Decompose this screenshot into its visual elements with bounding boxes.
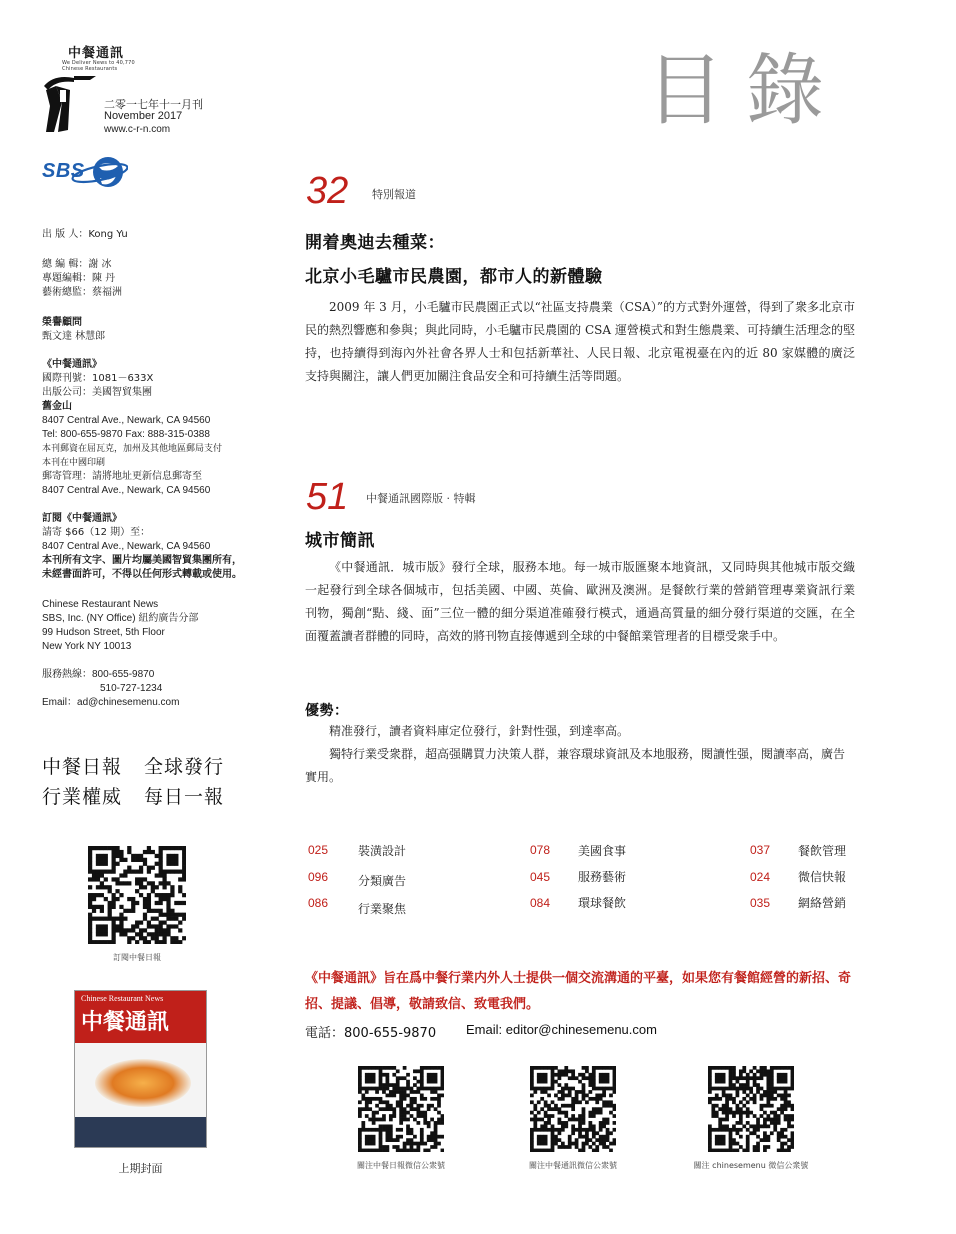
- category-name[interactable]: 微信快報: [798, 870, 847, 884]
- category-name[interactable]: 裝潢設計: [358, 844, 407, 858]
- qr-caption: 關注中餐日報微信公衆號: [357, 1161, 445, 1170]
- slogan-text: 行業權威: [42, 786, 123, 808]
- issue-date-cn: 二零一七年十一月刊: [104, 99, 203, 111]
- masthead-subscription: [42, 512, 242, 582]
- feature-editor-line: 專題編輯：陳 丹: [42, 273, 116, 284]
- hq-city: 舊金山: [42, 401, 72, 412]
- subscribe-price: 請寄 $66（12 期）至：: [42, 527, 151, 538]
- waiter-logo-icon: [40, 72, 100, 136]
- feature-body: 2009 年 3 月，小毛驢市民農園正式以“社區支持農業（CSA）”的方式對外運營，得到了衆多北京市民的熱烈響應和參與；與此同時，小毛驢市民農園的 CSA 運營模式和對生態農業、可持續生活理念的堅持，也持續得到海內外社會各界人士和包括新華社、人民日報、北京電視臺在內的近 80 家媒體的廣泛支持與關注，讓人們更加關注食品安全和可持續生活等問題。: [305, 300, 855, 383]
- slogan-text: 中餐日報: [42, 756, 123, 778]
- city-headline[interactable]: 城市簡訊: [305, 531, 375, 551]
- masthead-staff: [42, 228, 128, 242]
- logo-subtitle: We Deliver News to 40,770: [62, 60, 135, 66]
- publisher-line: 出 版 人：Kong Yu: [42, 229, 128, 240]
- advantage-item: 精准發行，讀者資料庫定位發行，針對性强，到達率高。: [329, 724, 630, 738]
- publication-logo: [40, 42, 230, 142]
- masthead-editors: [42, 258, 122, 300]
- qr-caption: 關注中餐通訊微信公衆號: [529, 1161, 617, 1170]
- feature-headline[interactable]: 開着奧迪去種菜：: [305, 233, 445, 253]
- category-name[interactable]: 餐飲管理: [798, 844, 847, 858]
- category-page-code[interactable]: 045: [530, 870, 551, 884]
- category-page-code[interactable]: 084: [530, 896, 551, 910]
- website-link[interactable]: www.c-r-n.com: [104, 124, 171, 135]
- category-name[interactable]: 環球餐飲: [578, 896, 627, 910]
- cover-caption: 上期封面: [118, 1162, 163, 1175]
- pub-name: 《中餐通訊》: [42, 359, 102, 370]
- contact-message: 《中餐通訊》旨在爲中餐行業内外人士提供一個交流溝通的平臺，如果您有餐館經營的新招、奇招、提議、倡導，敬請致信、致電我們。: [305, 971, 852, 1012]
- cover-title-cn: 中餐通訊: [81, 1009, 170, 1035]
- address-line: 8407 Central Ave., Newark, CA 94560: [42, 485, 211, 496]
- masthead-hotline: [42, 668, 179, 710]
- cover-title-en: Chinese Restaurant News: [81, 994, 164, 1003]
- ny-address-line: New York NY 10013: [42, 641, 132, 652]
- category-name[interactable]: 網絡營銷: [798, 896, 847, 910]
- advisors-names: 甄文達 林慧郎: [42, 331, 106, 342]
- ny-address-line: 99 Hudson Street, 5th Floor: [42, 627, 165, 638]
- address-line: 8407 Central Ave., Newark, CA 94560: [42, 541, 211, 552]
- publisher-company-line: 出版公司：美國智貿集團: [42, 387, 152, 398]
- masthead-ny-office: [42, 598, 198, 654]
- slogan-text: 全球發行: [144, 756, 225, 778]
- city-page-number[interactable]: 51: [306, 476, 349, 518]
- cover-food-image: [95, 1059, 191, 1107]
- city-body: 《中餐通訊．城市版》發行全球，服務本地。每一城市版匯聚本地資訊，又同時與其他城市版交織一起發行到全球各個城市，包括美國、中國、英倫、歐洲及澳洲。是餐飲行業的營銷管理專業資訊行業刊物，獨創“點、綫、面”三位一體的細分渠道准確發行模式，通過高質量的細分發行渠道的交匯，在全面覆蓋讀者群體的同時，高效的將刊物直接傳遞到全球的中餐館業管理者的目標受衆手中。: [305, 560, 855, 643]
- advisors-label: 榮譽顧問: [42, 317, 82, 328]
- chief-editor-line: 總 編 輯：謝 冰: [42, 259, 112, 270]
- page-title: 目錄: [646, 46, 847, 136]
- issue-date-en: November 2017: [104, 110, 183, 122]
- category-page-code[interactable]: 096: [308, 870, 329, 884]
- sbs-logo: [42, 156, 128, 190]
- cover-footer: [75, 1117, 206, 1147]
- postal-management-line: 郵寄管理：請將地址更新信息郵寄至: [42, 471, 202, 482]
- category-page-code[interactable]: 024: [750, 870, 771, 884]
- sbs-wordmark: SBS: [42, 160, 85, 182]
- qr-caption: 關注 chinesemenu 微信公衆號: [693, 1161, 809, 1170]
- hotline-secondary: 510-727-1234: [100, 683, 163, 694]
- print-note: 本刊郵資在屈瓦克，加州及其他地區郵局支付: [42, 444, 223, 454]
- tel-fax-line: Tel: 800-655-9870 Fax: 888-315-0388: [42, 429, 210, 440]
- contact-email-link[interactable]: Email: editor@chinesemenu.com: [466, 1022, 657, 1037]
- category-page-code[interactable]: 035: [750, 896, 771, 910]
- advantage-item: 獨特行業受衆群，超高强購買力決策人群，兼容環球資訊及本地服務，閱讀性强，閱讀率高，廣告實用。: [305, 747, 846, 784]
- ad-email-link[interactable]: Email：ad@chinesemenu.com: [42, 697, 180, 708]
- slogan: [42, 752, 224, 812]
- city-section-tag: 中餐通訊國際版 · 特輯: [366, 492, 476, 505]
- category-name[interactable]: 分類廣告: [358, 874, 407, 888]
- hotline-line: 服務熱線：800-655-9870: [42, 669, 155, 680]
- ny-publication-name: Chinese Restaurant News: [42, 599, 159, 610]
- category-page-code[interactable]: 037: [750, 843, 771, 857]
- category-page-code[interactable]: 025: [308, 843, 329, 857]
- logo-subtitle: Chinese Restaurants: [62, 66, 118, 72]
- feature-subheadline[interactable]: 北京小毛驢市民農園，都市人的新體驗: [305, 267, 603, 287]
- feature-page-number[interactable]: 32: [306, 170, 349, 212]
- issn-line: 國際刊號：1081－633X: [42, 373, 154, 384]
- wechat-qr-code-icon[interactable]: [708, 1066, 794, 1152]
- last-issue-cover[interactable]: [74, 990, 207, 1148]
- category-name[interactable]: 服務藝術: [578, 870, 627, 884]
- contact-phone[interactable]: 電話：800-655-9870: [305, 1026, 437, 1041]
- address-line: 8407 Central Ave., Newark, CA 94560: [42, 415, 211, 426]
- category-name[interactable]: 行業聚焦: [358, 902, 407, 916]
- advantages-body: [305, 720, 855, 789]
- masthead-advisors: [42, 316, 105, 344]
- category-name[interactable]: 美國食事: [578, 844, 627, 858]
- logo-title: 中餐通訊: [68, 46, 125, 61]
- print-note: 本刊在中國印刷: [42, 458, 106, 468]
- advantages-title: 優勢：: [305, 703, 349, 719]
- feature-section-tag: 特別報道: [372, 188, 416, 201]
- rights-notice: 未經書面許可，不得以任何形式轉載或使用。: [42, 569, 242, 580]
- category-page-code[interactable]: 086: [308, 896, 329, 910]
- cover-header: [75, 991, 206, 1043]
- qr-code-icon[interactable]: [88, 846, 186, 944]
- category-page-code[interactable]: 078: [530, 843, 551, 857]
- masthead-publication-info: [42, 358, 222, 498]
- slogan-text: 每日一報: [144, 786, 225, 808]
- ny-office-line: SBS, Inc. (NY Office) 紐約廣告分部: [42, 613, 199, 624]
- wechat-qr-code-icon[interactable]: [358, 1066, 444, 1152]
- subscribe-title: 訂閱《中餐通訊》: [42, 513, 122, 524]
- art-director-line: 藝術總監：蔡福洲: [42, 287, 122, 298]
- wechat-qr-code-icon[interactable]: [530, 1066, 616, 1152]
- qr-caption: 訂閱中餐日報: [113, 953, 161, 962]
- rights-notice: 本刊所有文字、圖片均屬美國智貿集團所有，: [42, 555, 242, 566]
